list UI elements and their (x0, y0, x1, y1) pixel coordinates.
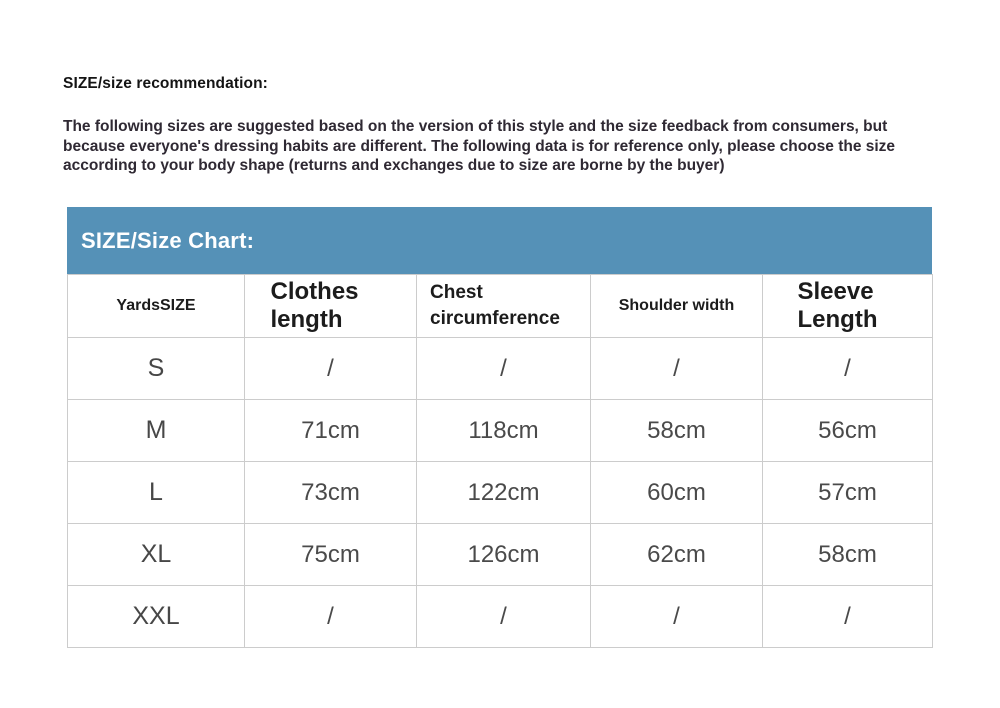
column-header-shoulder-width: Shoulder width (618, 297, 735, 314)
cell-size-label: XXL (68, 586, 245, 648)
column-header-chest-circumference: Chest circumference (430, 282, 560, 329)
recommendation-heading: SIZE/size recommendation: (63, 75, 268, 92)
cell-chest-circumference: / (417, 338, 591, 400)
cell-size-label: M (68, 400, 245, 462)
table-row-m (68, 400, 933, 462)
column-header-sleeve-length: Sleeve Length (797, 278, 878, 333)
cell-clothes-length: 71cm (245, 400, 417, 462)
cell-sleeve-length: 57cm (763, 462, 933, 524)
cell-clothes-length: 75cm (245, 524, 417, 586)
table-row-xl (68, 524, 933, 586)
size-chart-table (67, 274, 933, 648)
cell-chest-circumference: 122cm (417, 462, 591, 524)
table-row-xxl (68, 586, 933, 648)
column-header-clothes-length: Clothes length (270, 278, 359, 333)
cell-sleeve-length: 58cm (763, 524, 933, 586)
table-header-row (68, 275, 933, 338)
cell-size-label: S (68, 338, 245, 400)
cell-size-label: L (68, 462, 245, 524)
cell-shoulder-width: 60cm (591, 462, 763, 524)
cell-chest-circumference: 126cm (417, 524, 591, 586)
table-row-s (68, 338, 933, 400)
cell-chest-circumference: 118cm (417, 400, 591, 462)
cell-clothes-length: / (245, 586, 417, 648)
cell-sleeve-length: / (763, 586, 933, 648)
cell-shoulder-width: 58cm (591, 400, 763, 462)
recommendation-paragraph: The following sizes are suggested based on the version of this style and the size feedback from consumers, but because everyone's dressing habits are different. The following data is for reference only, please choose the size according to your body shape (returns and exchanges due to size are borne by the buyer) (63, 118, 896, 174)
cell-clothes-length: 73cm (245, 462, 417, 524)
cell-shoulder-width: 62cm (591, 524, 763, 586)
cell-shoulder-width: / (591, 338, 763, 400)
cell-sleeve-length: 56cm (763, 400, 933, 462)
cell-sleeve-length: / (763, 338, 933, 400)
column-header-size: YardsSIZE (116, 297, 196, 314)
cell-shoulder-width: / (591, 586, 763, 648)
table-row-l (68, 462, 933, 524)
cell-size-label: XL (68, 524, 245, 586)
size-chart-banner (67, 207, 932, 274)
size-chart-banner-title: SIZE/Size Chart: (81, 227, 255, 253)
cell-clothes-length: / (245, 338, 417, 400)
cell-chest-circumference: / (417, 586, 591, 648)
